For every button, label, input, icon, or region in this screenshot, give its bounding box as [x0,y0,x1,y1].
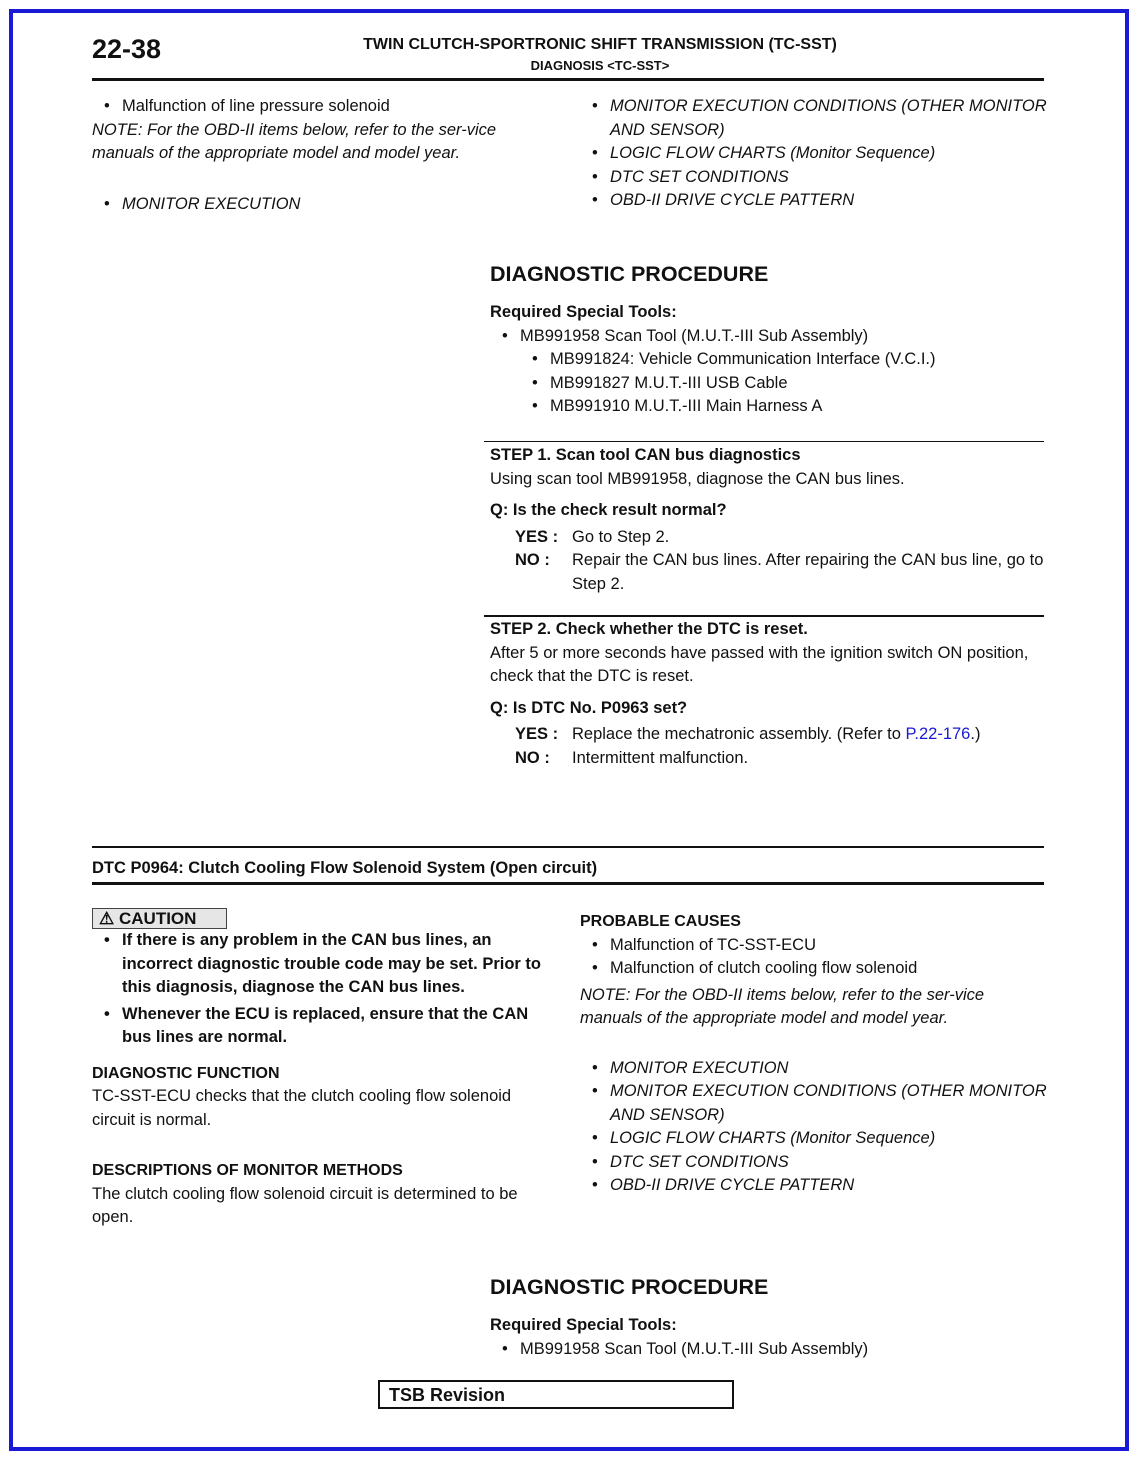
lower-left-column [92,908,557,1230]
diagnostic-procedure-section [490,1275,1050,1361]
page-title: TWIN CLUTCH-SPORTRONIC SHIFT TRANSMISSION (TC-SST) [363,36,837,53]
no-key: NO : [515,748,550,767]
answer-yes [490,526,1045,550]
obd-note: NOTE: For the OBD-II items below, refer to the ser-vice manuals of the appropriate model and model year. [92,120,497,162]
section-heading: DIAGNOSTIC PROCEDURE [490,1275,769,1299]
section-heading: DIAGNOSTIC PROCEDURE [490,262,769,286]
step-text: After 5 or more seconds have passed with the ignition switch ON position, check that the DTC is reset. [490,643,1029,685]
tool-item: • MB991958 Scan Tool (M.U.T.-III Sub Assembly) [490,1338,1050,1362]
list-item: • OBD-II DRIVE CYCLE PATTERN [580,1174,1050,1198]
answer-yes [490,723,1045,747]
step-question: Q: Is DTC No. P0963 set? [490,698,688,717]
step-title: STEP 2. Check whether the DTC is reset. [490,620,808,638]
tools-label: Required Special Tools: [490,1316,677,1334]
caution-label [92,908,227,929]
page-reference-link[interactable]: P.22-176 [905,725,971,743]
top-left-column [92,95,552,216]
step2-rule [484,615,1044,617]
answer-no [490,747,1045,771]
section-heading: DIAGNOSTIC FUNCTION [92,1064,280,1082]
answer-no [490,549,1045,596]
section-heading: DESCRIPTIONS OF MONITOR METHODS [92,1162,403,1179]
no-key: NO : [515,551,550,569]
monitor-methods-text: The clutch cooling flow solenoid circuit is determined to be open. [92,1184,518,1226]
step-2 [490,618,1045,770]
no-text: Repair the CAN bus lines. After repairing the CAN bus line, go to Step 2. [572,551,1044,593]
step-question: Q: Is the check result normal? [490,501,727,519]
section-heading: PROBABLE CAUSES [580,913,741,930]
cause-item: • Malfunction of clutch cooling flow solenoid [580,957,1050,981]
diag-function-text: TC-SST-ECU checks that the clutch cooling flow solenoid circuit is normal. [92,1087,512,1129]
list-item: • DTC SET CONDITIONS [580,1151,1050,1175]
list-item: • OBD-II DRIVE CYCLE PATTERN [580,189,1050,213]
list-item: • Malfunction of line pressure solenoid [92,95,552,119]
caution-text: CAUTION [118,909,197,928]
step1-rule [484,441,1044,442]
tool-subitem: • MB991827 M.U.T.-III USB Cable [490,372,1050,396]
dtc-rule-top [92,846,1044,848]
list-item: • LOGIC FLOW CHARTS (Monitor Sequence) [580,1127,1050,1151]
warning-icon: ⚠ [99,909,115,928]
tool-subitem: • MB991910 M.U.T.-III Main Harness A [490,395,1050,419]
yes-tail: .) [970,725,981,743]
list-item: • MONITOR EXECUTION [92,193,552,217]
caution-item: • If there is any problem in the CAN bus lines, an incorrect diagnostic trouble code may be set. Prior to this diagnosis, diagnose the CAN bus lines. [92,929,557,1000]
list-item: • DTC SET CONDITIONS [580,166,1050,190]
list-item: • MONITOR EXECUTION CONDITIONS (OTHER MONITOR AND SENSOR) [580,1080,1050,1127]
tool-subitem: • MB991824: Vehicle Communication Interface (V.C.I.) [490,348,1050,372]
tsb-revision-box: TSB Revision [378,1380,734,1409]
top-right-column [580,95,1050,213]
header-rule [92,78,1044,81]
step-title: STEP 1. Scan tool CAN bus diagnostics [490,446,801,464]
diagnostic-procedure-section [490,262,1050,419]
yes-key: YES : [515,527,559,546]
list-item: • MONITOR EXECUTION [580,1057,1050,1081]
caution-item: • Whenever the ECU is replaced, ensure that the CAN bus lines are normal. [92,1003,557,1050]
page-subtitle: DIAGNOSIS <TC-SST> [530,58,670,73]
list-item: • LOGIC FLOW CHARTS (Monitor Sequence) [580,142,1050,166]
tools-label: Required Special Tools: [490,303,677,321]
dtc-rule-bottom [92,882,1044,885]
obd-note: NOTE: For the OBD-II items below, refer to the ser-vice manuals of the appropriate model and model year. [580,985,985,1027]
cause-item: • Malfunction of TC-SST-ECU [580,934,1050,958]
step-text: Using scan tool MB991958, diagnose the CAN bus lines. [490,469,905,488]
page-number: 22-38 [92,34,162,64]
tool-item: • MB991958 Scan Tool (M.U.T.-III Sub Assembly) [490,325,1050,349]
no-text: Intermittent malfunction. [572,748,749,767]
list-item: • MONITOR EXECUTION CONDITIONS (OTHER MONITOR AND SENSOR) [580,95,1050,142]
yes-text: Go to Step 2. [572,527,670,546]
step-1 [490,444,1045,596]
dtc-heading: DTC P0964: Clutch Cooling Flow Solenoid System (Open circuit) [92,859,598,877]
yes-text: Replace the mechatronic assembly. (Refer to [572,725,906,743]
yes-key: YES : [515,725,559,743]
lower-right-column [580,910,1050,1198]
